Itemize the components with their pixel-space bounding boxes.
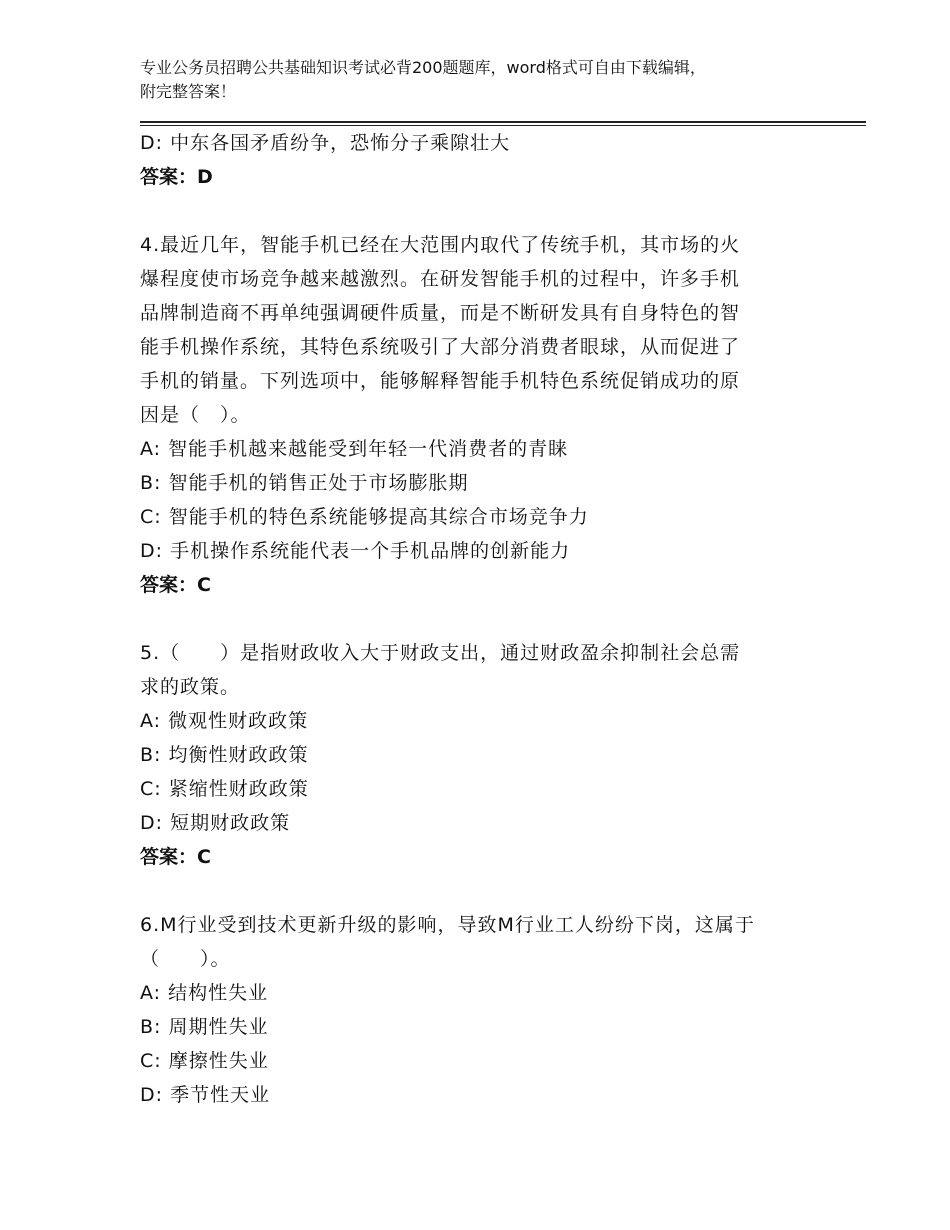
- prev-answer: 答案：D: [140, 166, 213, 188]
- header-rule-thick: [140, 121, 866, 123]
- question-5-option-b: B: 均衡性财政政策: [140, 744, 309, 766]
- question-4: [140, 228, 820, 602]
- question-4-option-a: A: 智能手机越来越能受到年轻一代消费者的青睐: [140, 438, 569, 460]
- question-5-answer: 答案：C: [140, 846, 211, 868]
- question-4-option-c: C: 智能手机的特色系统能够提高其综合市场竞争力: [140, 506, 589, 528]
- question-4-stem-3: 品牌制造商不再单纯强调硬件质量，而是不断研发具有自身特色的智: [140, 302, 741, 324]
- question-6-option-c: C: 摩擦性失业: [140, 1050, 269, 1072]
- question-4-option-d: D: 手机操作系统能代表一个手机品牌的创新能力: [140, 540, 571, 562]
- question-4-answer: 答案：C: [140, 574, 211, 596]
- question-5-option-d: D: 短期财政政策: [140, 812, 291, 834]
- question-6-stem-2: （ ）。: [140, 948, 231, 970]
- question-6-option-d: D: 季节性天业: [140, 1084, 271, 1106]
- question-6-option-a: A: 结构性失业: [140, 982, 269, 1004]
- question-4-option-b: B: 智能手机的销售正处于市场膨胀期: [140, 472, 469, 494]
- question-6-stem-1: 6.M行业受到技术更新升级的影响，导致M行业工人纷纷下岗，这属于: [140, 914, 755, 936]
- question-5-stem-1: 5.（ ）是指财政收入大于财政支出，通过财政盈余抑制社会总需: [140, 642, 741, 664]
- document-header: [140, 56, 820, 104]
- question-6: [140, 908, 820, 1112]
- header-line-2: 附完整答案！: [140, 82, 237, 101]
- question-5-stem-2: 求的政策。: [140, 676, 241, 698]
- question-4-stem-2: 爆程度使市场竞争越来越激烈。在研发智能手机的过程中，许多手机: [140, 268, 741, 290]
- question-content: [140, 126, 820, 1112]
- header-line-1: 专业公务员招聘公共基础知识考试必背200题题库，word格式可自由下载编辑，: [140, 58, 706, 77]
- question-4-stem-4: 能手机操作系统，其特色系统吸引了大部分消费者眼球，从而促进了: [140, 336, 741, 358]
- question-5-option-c: C: 紧缩性财政政策: [140, 778, 309, 800]
- question-4-stem-6: 因是（ ）。: [140, 404, 251, 426]
- question-5-option-a: A: 微观性财政政策: [140, 710, 309, 732]
- question-6-option-b: B: 周期性失业: [140, 1016, 269, 1038]
- question-4-stem-5: 手机的销量。下列选项中，能够解释智能手机特色系统促销成功的原: [140, 370, 741, 392]
- question-4-stem-1: 4.最近几年，智能手机已经在大范围内取代了传统手机，其市场的火: [140, 234, 741, 256]
- question-5: [140, 636, 820, 874]
- prev-option-d: D: 中东各国矛盾纷争，恐怖分子乘隙壮大: [140, 132, 511, 154]
